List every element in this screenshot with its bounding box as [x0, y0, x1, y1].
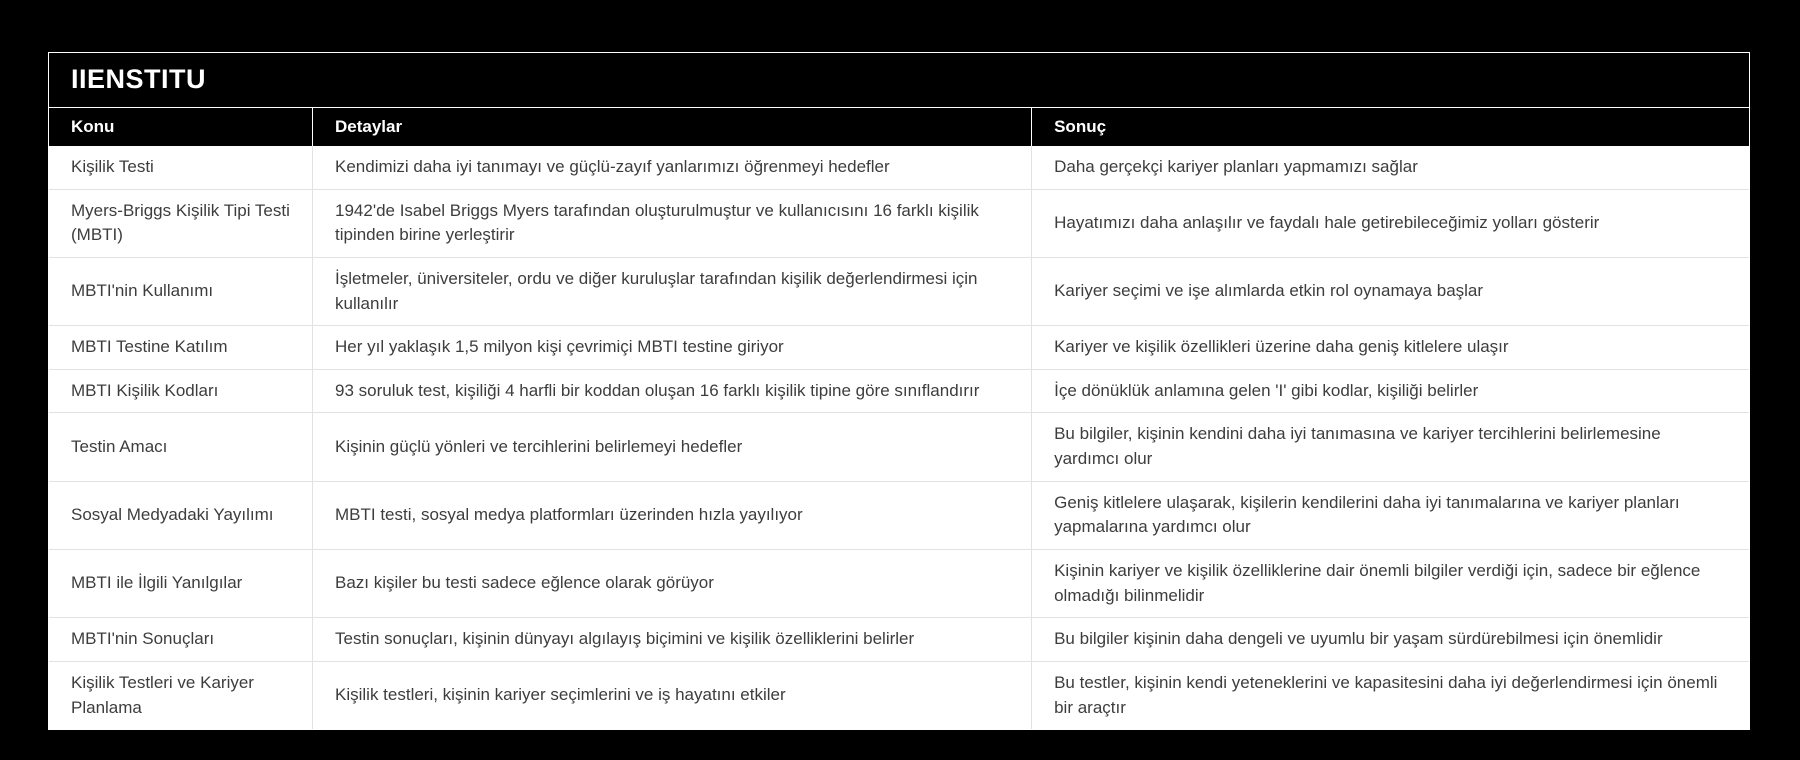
- cell-detaylar: MBTI testi, sosyal medya platformları üzerinden hızla yayılıyor: [313, 481, 1032, 549]
- cell-detaylar: İşletmeler, üniversiteler, ordu ve diğer kuruluşlar tarafından kişilik değerlendirmesi için kullanılır: [313, 257, 1032, 325]
- table-body: [49, 146, 1749, 729]
- cell-konu: Kişilik Testleri ve Kariyer Planlama: [49, 661, 313, 729]
- table-row: [49, 189, 1749, 257]
- table-row: [49, 481, 1749, 549]
- cell-konu: MBTI'nin Sonuçları: [49, 618, 313, 662]
- cell-konu: MBTI Kişilik Kodları: [49, 369, 313, 413]
- table-row: [49, 146, 1749, 189]
- column-header-detaylar: Detaylar: [313, 108, 1032, 146]
- cell-detaylar: 1942'de Isabel Briggs Myers tarafından oluşturulmuştur ve kullanıcısını 16 farklı kişilik tipinden birine yerleştirir: [313, 189, 1032, 257]
- cell-detaylar: Her yıl yaklaşık 1,5 milyon kişi çevrimiçi MBTI testine giriyor: [313, 326, 1032, 370]
- content-table-card: [48, 52, 1750, 730]
- cell-detaylar: Bazı kişiler bu testi sadece eğlence olarak görüyor: [313, 550, 1032, 618]
- cell-sonuc: İçe dönüklük anlamına gelen 'I' gibi kodlar, kişiliği belirler: [1032, 369, 1749, 413]
- cell-sonuc: Bu testler, kişinin kendi yeteneklerini ve kapasitesini daha iyi değerlendirmesi için önemli bir araçtır: [1032, 661, 1749, 729]
- table-row: [49, 550, 1749, 618]
- page-title: IIENSTITU: [49, 53, 1749, 108]
- cell-konu: Kişilik Testi: [49, 146, 313, 189]
- cell-detaylar: Kişinin güçlü yönleri ve tercihlerini belirlemeyi hedefler: [313, 413, 1032, 481]
- table-row: [49, 369, 1749, 413]
- cell-konu: Sosyal Medyadaki Yayılımı: [49, 481, 313, 549]
- table-row: [49, 326, 1749, 370]
- cell-sonuc: Daha gerçekçi kariyer planları yapmamızı sağlar: [1032, 146, 1749, 189]
- cell-konu: Myers-Briggs Kişilik Tipi Testi (MBTI): [49, 189, 313, 257]
- table-row: [49, 413, 1749, 481]
- cell-sonuc: Kariyer ve kişilik özellikleri üzerine daha geniş kitlelere ulaşır: [1032, 326, 1749, 370]
- cell-detaylar: 93 soruluk test, kişiliği 4 harfli bir koddan oluşan 16 farklı kişilik tipine göre sınıflandırır: [313, 369, 1032, 413]
- cell-sonuc: Kişinin kariyer ve kişilik özelliklerine dair önemli bilgiler verdiği için, sadece bir eğlence olmadığı bilinmelidir: [1032, 550, 1749, 618]
- table-row: [49, 257, 1749, 325]
- column-header-konu: Konu: [49, 108, 313, 146]
- content-table: [49, 108, 1749, 729]
- column-header-sonuc: Sonuç: [1032, 108, 1749, 146]
- table-row: [49, 661, 1749, 729]
- cell-detaylar: Testin sonuçları, kişinin dünyayı algılayış biçimini ve kişilik özelliklerini belirler: [313, 618, 1032, 662]
- cell-detaylar: Kendimizi daha iyi tanımayı ve güçlü-zayıf yanlarımızı öğrenmeyi hedefler: [313, 146, 1032, 189]
- cell-sonuc: Hayatımızı daha anlaşılır ve faydalı hale getirebileceğimiz yolları gösterir: [1032, 189, 1749, 257]
- cell-konu: MBTI ile İlgili Yanılgılar: [49, 550, 313, 618]
- cell-sonuc: Bu bilgiler kişinin daha dengeli ve uyumlu bir yaşam sürdürebilmesi için önemlidir: [1032, 618, 1749, 662]
- table-header: [49, 108, 1749, 146]
- table-row: [49, 618, 1749, 662]
- cell-konu: MBTI'nin Kullanımı: [49, 257, 313, 325]
- cell-sonuc: Kariyer seçimi ve işe alımlarda etkin rol oynamaya başlar: [1032, 257, 1749, 325]
- cell-sonuc: Geniş kitlelere ulaşarak, kişilerin kendilerini daha iyi tanımalarına ve kariyer planları yapmalarına yardımcı olur: [1032, 481, 1749, 549]
- cell-konu: MBTI Testine Katılım: [49, 326, 313, 370]
- cell-detaylar: Kişilik testleri, kişinin kariyer seçimlerini ve iş hayatını etkiler: [313, 661, 1032, 729]
- cell-konu: Testin Amacı: [49, 413, 313, 481]
- cell-sonuc: Bu bilgiler, kişinin kendini daha iyi tanımasına ve kariyer tercihlerini belirlemesine yardımcı olur: [1032, 413, 1749, 481]
